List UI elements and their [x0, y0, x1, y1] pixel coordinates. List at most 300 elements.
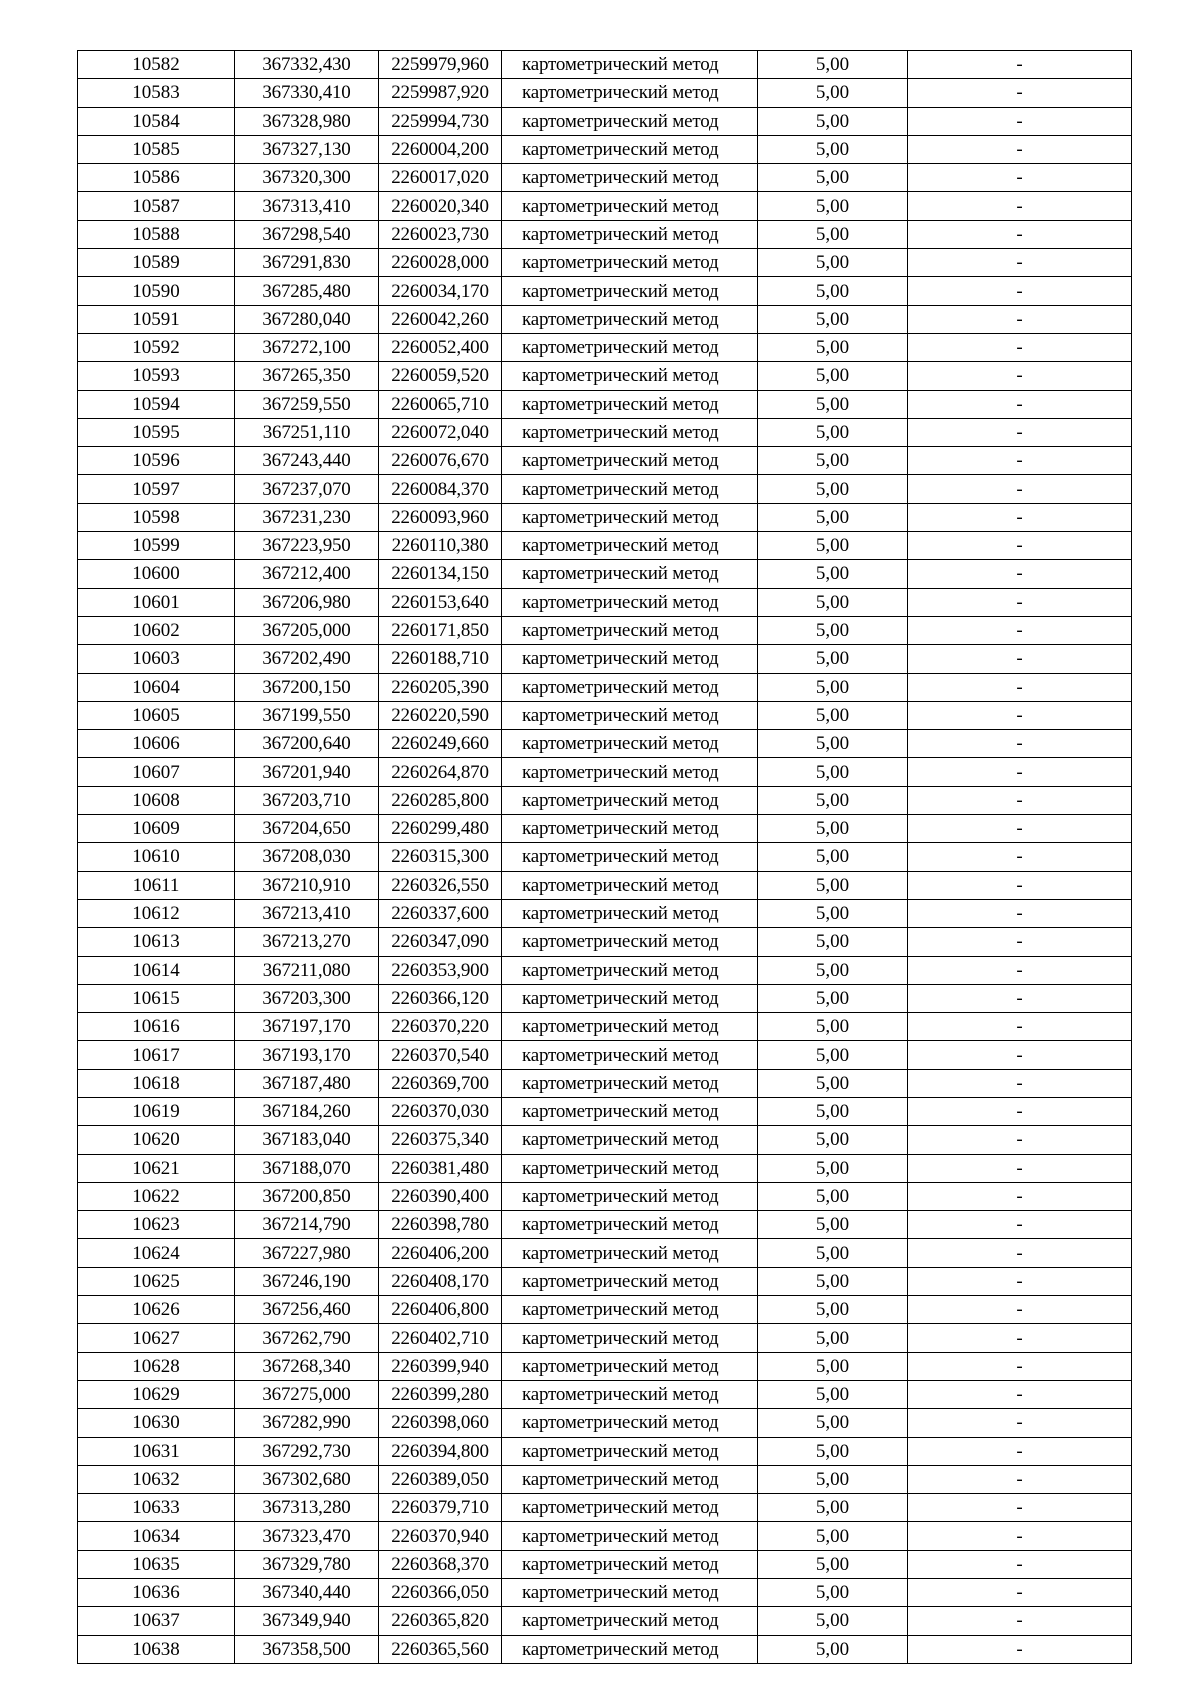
y-coordinate-cell: 2260042,260: [379, 305, 502, 333]
table-row: [78, 871, 1132, 899]
y-coordinate-cell: 2260365,560: [379, 1635, 502, 1663]
note-cell: -: [908, 1069, 1132, 1097]
y-coordinate-cell: 2260052,400: [379, 333, 502, 361]
table-row: [78, 249, 1132, 277]
x-coordinate-cell: 367327,130: [235, 135, 379, 163]
point-number-cell: 10598: [78, 503, 235, 531]
table-row: [78, 1154, 1132, 1182]
table-row: [78, 305, 1132, 333]
method-cell: картометрический метод: [502, 1324, 758, 1352]
method-cell: картометрический метод: [502, 1437, 758, 1465]
y-coordinate-cell: 2260406,800: [379, 1296, 502, 1324]
y-coordinate-cell: 2260110,380: [379, 532, 502, 560]
method-cell: картометрический метод: [502, 1013, 758, 1041]
point-number-cell: 10618: [78, 1069, 235, 1097]
x-coordinate-cell: 367213,270: [235, 928, 379, 956]
note-cell: -: [908, 475, 1132, 503]
note-cell: -: [908, 1126, 1132, 1154]
note-cell: -: [908, 673, 1132, 701]
table-row: [78, 1437, 1132, 1465]
method-cell: картометрический метод: [502, 1635, 758, 1663]
method-cell: картометрический метод: [502, 1409, 758, 1437]
note-cell: -: [908, 1182, 1132, 1210]
y-coordinate-cell: 2260368,370: [379, 1550, 502, 1578]
note-cell: -: [908, 956, 1132, 984]
y-coordinate-cell: 2260023,730: [379, 220, 502, 248]
accuracy-cell: 5,00: [758, 956, 908, 984]
table-row: [78, 333, 1132, 361]
point-number-cell: 10609: [78, 815, 235, 843]
note-cell: -: [908, 984, 1132, 1012]
method-cell: картометрический метод: [502, 362, 758, 390]
y-coordinate-cell: 2260020,340: [379, 192, 502, 220]
y-coordinate-cell: 2260370,030: [379, 1097, 502, 1125]
accuracy-cell: 5,00: [758, 843, 908, 871]
x-coordinate-cell: 367251,110: [235, 418, 379, 446]
table-row: [78, 79, 1132, 107]
point-number-cell: 10630: [78, 1409, 235, 1437]
method-cell: картометрический метод: [502, 1579, 758, 1607]
note-cell: -: [908, 1154, 1132, 1182]
method-cell: картометрический метод: [502, 107, 758, 135]
table-row: [78, 135, 1132, 163]
accuracy-cell: 5,00: [758, 1522, 908, 1550]
note-cell: -: [908, 1437, 1132, 1465]
x-coordinate-cell: 367223,950: [235, 532, 379, 560]
point-number-cell: 10615: [78, 984, 235, 1012]
y-coordinate-cell: 2260205,390: [379, 673, 502, 701]
y-coordinate-cell: 2259994,730: [379, 107, 502, 135]
method-cell: картометрический метод: [502, 1154, 758, 1182]
accuracy-cell: 5,00: [758, 616, 908, 644]
x-coordinate-cell: 367200,150: [235, 673, 379, 701]
note-cell: -: [908, 107, 1132, 135]
y-coordinate-cell: 2260370,220: [379, 1013, 502, 1041]
accuracy-cell: 5,00: [758, 928, 908, 956]
accuracy-cell: 5,00: [758, 277, 908, 305]
x-coordinate-cell: 367272,100: [235, 333, 379, 361]
x-coordinate-cell: 367184,260: [235, 1097, 379, 1125]
accuracy-cell: 5,00: [758, 475, 908, 503]
accuracy-cell: 5,00: [758, 333, 908, 361]
table-row: [78, 1607, 1132, 1635]
method-cell: картометрический метод: [502, 1522, 758, 1550]
point-number-cell: 10593: [78, 362, 235, 390]
point-number-cell: 10589: [78, 249, 235, 277]
table-row: [78, 1267, 1132, 1295]
table-row: [78, 956, 1132, 984]
accuracy-cell: 5,00: [758, 1126, 908, 1154]
table-row: [78, 786, 1132, 814]
note-cell: -: [908, 899, 1132, 927]
table-row: [78, 164, 1132, 192]
y-coordinate-cell: 2260028,000: [379, 249, 502, 277]
method-cell: картометрический метод: [502, 758, 758, 786]
y-coordinate-cell: 2260353,900: [379, 956, 502, 984]
accuracy-cell: 5,00: [758, 220, 908, 248]
note-cell: -: [908, 1296, 1132, 1324]
point-number-cell: 10587: [78, 192, 235, 220]
accuracy-cell: 5,00: [758, 418, 908, 446]
y-coordinate-cell: 2260017,020: [379, 164, 502, 192]
point-number-cell: 10629: [78, 1380, 235, 1408]
point-number-cell: 10591: [78, 305, 235, 333]
x-coordinate-cell: 367187,480: [235, 1069, 379, 1097]
method-cell: картометрический метод: [502, 701, 758, 729]
x-coordinate-cell: 367199,550: [235, 701, 379, 729]
method-cell: картометрический метод: [502, 1069, 758, 1097]
point-number-cell: 10604: [78, 673, 235, 701]
method-cell: картометрический метод: [502, 1126, 758, 1154]
accuracy-cell: 5,00: [758, 135, 908, 163]
table-row: [78, 447, 1132, 475]
y-coordinate-cell: 2260381,480: [379, 1154, 502, 1182]
point-number-cell: 10621: [78, 1154, 235, 1182]
y-coordinate-cell: 2260375,340: [379, 1126, 502, 1154]
point-number-cell: 10627: [78, 1324, 235, 1352]
point-number-cell: 10610: [78, 843, 235, 871]
method-cell: картометрический метод: [502, 1607, 758, 1635]
method-cell: картометрический метод: [502, 928, 758, 956]
x-coordinate-cell: 367259,550: [235, 390, 379, 418]
y-coordinate-cell: 2260370,540: [379, 1041, 502, 1069]
note-cell: -: [908, 1550, 1132, 1578]
note-cell: -: [908, 843, 1132, 871]
accuracy-cell: 5,00: [758, 1607, 908, 1635]
point-number-cell: 10631: [78, 1437, 235, 1465]
table-row: [78, 899, 1132, 927]
point-number-cell: 10624: [78, 1239, 235, 1267]
accuracy-cell: 5,00: [758, 588, 908, 616]
y-coordinate-cell: 2260390,400: [379, 1182, 502, 1210]
x-coordinate-cell: 367200,850: [235, 1182, 379, 1210]
x-coordinate-cell: 367202,490: [235, 645, 379, 673]
note-cell: -: [908, 418, 1132, 446]
point-number-cell: 10586: [78, 164, 235, 192]
y-coordinate-cell: 2260220,590: [379, 701, 502, 729]
note-cell: -: [908, 588, 1132, 616]
method-cell: картометрический метод: [502, 843, 758, 871]
table-row: [78, 701, 1132, 729]
x-coordinate-cell: 367323,470: [235, 1522, 379, 1550]
y-coordinate-cell: 2260408,170: [379, 1267, 502, 1295]
x-coordinate-cell: 367291,830: [235, 249, 379, 277]
table-row: [78, 815, 1132, 843]
x-coordinate-cell: 367214,790: [235, 1211, 379, 1239]
table-row: [78, 1239, 1132, 1267]
method-cell: картометрический метод: [502, 815, 758, 843]
y-coordinate-cell: 2260093,960: [379, 503, 502, 531]
y-coordinate-cell: 2260299,480: [379, 815, 502, 843]
x-coordinate-cell: 367330,410: [235, 79, 379, 107]
accuracy-cell: 5,00: [758, 815, 908, 843]
x-coordinate-cell: 367268,340: [235, 1352, 379, 1380]
note-cell: -: [908, 1635, 1132, 1663]
accuracy-cell: 5,00: [758, 730, 908, 758]
y-coordinate-cell: 2260406,200: [379, 1239, 502, 1267]
x-coordinate-cell: 367193,170: [235, 1041, 379, 1069]
note-cell: -: [908, 1409, 1132, 1437]
y-coordinate-cell: 2260399,940: [379, 1352, 502, 1380]
accuracy-cell: 5,00: [758, 645, 908, 673]
x-coordinate-cell: 367358,500: [235, 1635, 379, 1663]
method-cell: картометрический метод: [502, 1550, 758, 1578]
point-number-cell: 10635: [78, 1550, 235, 1578]
method-cell: картометрический метод: [502, 588, 758, 616]
accuracy-cell: 5,00: [758, 447, 908, 475]
method-cell: картометрический метод: [502, 305, 758, 333]
x-coordinate-cell: 367208,030: [235, 843, 379, 871]
x-coordinate-cell: 367237,070: [235, 475, 379, 503]
x-coordinate-cell: 367292,730: [235, 1437, 379, 1465]
method-cell: картометрический метод: [502, 673, 758, 701]
note-cell: -: [908, 532, 1132, 560]
x-coordinate-cell: 367231,230: [235, 503, 379, 531]
table-row: [78, 277, 1132, 305]
table-row: [78, 390, 1132, 418]
y-coordinate-cell: 2260034,170: [379, 277, 502, 305]
y-coordinate-cell: 2260264,870: [379, 758, 502, 786]
accuracy-cell: 5,00: [758, 786, 908, 814]
table-row: [78, 1296, 1132, 1324]
note-cell: -: [908, 1607, 1132, 1635]
table-row: [78, 1465, 1132, 1493]
method-cell: картометрический метод: [502, 418, 758, 446]
point-number-cell: 10616: [78, 1013, 235, 1041]
y-coordinate-cell: 2260370,940: [379, 1522, 502, 1550]
table-row: [78, 418, 1132, 446]
point-number-cell: 10625: [78, 1267, 235, 1295]
y-coordinate-cell: 2260379,710: [379, 1494, 502, 1522]
y-coordinate-cell: 2260402,710: [379, 1324, 502, 1352]
accuracy-cell: 5,00: [758, 503, 908, 531]
point-number-cell: 10603: [78, 645, 235, 673]
note-cell: -: [908, 928, 1132, 956]
y-coordinate-cell: 2260153,640: [379, 588, 502, 616]
x-coordinate-cell: 367246,190: [235, 1267, 379, 1295]
y-coordinate-cell: 2260171,850: [379, 616, 502, 644]
table-row: [78, 51, 1132, 79]
note-cell: -: [908, 1239, 1132, 1267]
method-cell: картометрический метод: [502, 730, 758, 758]
note-cell: -: [908, 192, 1132, 220]
accuracy-cell: 5,00: [758, 984, 908, 1012]
point-number-cell: 10608: [78, 786, 235, 814]
x-coordinate-cell: 367265,350: [235, 362, 379, 390]
note-cell: -: [908, 390, 1132, 418]
table-row: [78, 1635, 1132, 1663]
point-number-cell: 10597: [78, 475, 235, 503]
point-number-cell: 10594: [78, 390, 235, 418]
table-row: [78, 1097, 1132, 1125]
table-row: [78, 1579, 1132, 1607]
point-number-cell: 10605: [78, 701, 235, 729]
note-cell: -: [908, 560, 1132, 588]
y-coordinate-cell: 2260084,370: [379, 475, 502, 503]
accuracy-cell: 5,00: [758, 871, 908, 899]
table-row: [78, 588, 1132, 616]
y-coordinate-cell: 2260326,550: [379, 871, 502, 899]
accuracy-cell: 5,00: [758, 1013, 908, 1041]
point-number-cell: 10600: [78, 560, 235, 588]
accuracy-cell: 5,00: [758, 1154, 908, 1182]
table-row: [78, 928, 1132, 956]
note-cell: -: [908, 1211, 1132, 1239]
x-coordinate-cell: 367302,680: [235, 1465, 379, 1493]
point-number-cell: 10622: [78, 1182, 235, 1210]
point-number-cell: 10592: [78, 333, 235, 361]
method-cell: картометрический метод: [502, 786, 758, 814]
accuracy-cell: 5,00: [758, 1494, 908, 1522]
note-cell: -: [908, 503, 1132, 531]
x-coordinate-cell: 367205,000: [235, 616, 379, 644]
point-number-cell: 10585: [78, 135, 235, 163]
accuracy-cell: 5,00: [758, 899, 908, 927]
table-row: [78, 532, 1132, 560]
accuracy-cell: 5,00: [758, 192, 908, 220]
note-cell: -: [908, 1013, 1132, 1041]
y-coordinate-cell: 2259987,920: [379, 79, 502, 107]
accuracy-cell: 5,00: [758, 390, 908, 418]
note-cell: -: [908, 871, 1132, 899]
method-cell: картометрический метод: [502, 135, 758, 163]
y-coordinate-cell: 2259979,960: [379, 51, 502, 79]
note-cell: -: [908, 1522, 1132, 1550]
point-number-cell: 10607: [78, 758, 235, 786]
y-coordinate-cell: 2260389,050: [379, 1465, 502, 1493]
table-row: [78, 1550, 1132, 1578]
x-coordinate-cell: 367212,400: [235, 560, 379, 588]
table-row: [78, 1126, 1132, 1154]
note-cell: -: [908, 1324, 1132, 1352]
accuracy-cell: 5,00: [758, 1182, 908, 1210]
method-cell: картометрический метод: [502, 899, 758, 927]
x-coordinate-cell: 367213,410: [235, 899, 379, 927]
point-number-cell: 10611: [78, 871, 235, 899]
table-row: [78, 645, 1132, 673]
table-row: [78, 192, 1132, 220]
accuracy-cell: 5,00: [758, 305, 908, 333]
point-number-cell: 10623: [78, 1211, 235, 1239]
method-cell: картометрический метод: [502, 277, 758, 305]
method-cell: картометрический метод: [502, 220, 758, 248]
point-number-cell: 10638: [78, 1635, 235, 1663]
table-row: [78, 220, 1132, 248]
point-number-cell: 10617: [78, 1041, 235, 1069]
x-coordinate-cell: 367328,980: [235, 107, 379, 135]
y-coordinate-cell: 2260315,300: [379, 843, 502, 871]
method-cell: картометрический метод: [502, 390, 758, 418]
method-cell: картометрический метод: [502, 447, 758, 475]
y-coordinate-cell: 2260366,120: [379, 984, 502, 1012]
accuracy-cell: 5,00: [758, 1069, 908, 1097]
table-row: [78, 758, 1132, 786]
table-row: [78, 1041, 1132, 1069]
accuracy-cell: 5,00: [758, 1437, 908, 1465]
y-coordinate-cell: 2260004,200: [379, 135, 502, 163]
accuracy-cell: 5,00: [758, 1097, 908, 1125]
accuracy-cell: 5,00: [758, 1409, 908, 1437]
note-cell: -: [908, 1494, 1132, 1522]
y-coordinate-cell: 2260249,660: [379, 730, 502, 758]
y-coordinate-cell: 2260072,040: [379, 418, 502, 446]
point-number-cell: 10601: [78, 588, 235, 616]
method-cell: картометрический метод: [502, 616, 758, 644]
x-coordinate-cell: 367340,440: [235, 1579, 379, 1607]
accuracy-cell: 5,00: [758, 1352, 908, 1380]
note-cell: -: [908, 786, 1132, 814]
method-cell: картометрический метод: [502, 79, 758, 107]
note-cell: -: [908, 1041, 1132, 1069]
accuracy-cell: 5,00: [758, 1041, 908, 1069]
x-coordinate-cell: 367204,650: [235, 815, 379, 843]
method-cell: картометрический метод: [502, 956, 758, 984]
y-coordinate-cell: 2260365,820: [379, 1607, 502, 1635]
point-number-cell: 10612: [78, 899, 235, 927]
accuracy-cell: 5,00: [758, 1296, 908, 1324]
point-number-cell: 10599: [78, 532, 235, 560]
accuracy-cell: 5,00: [758, 107, 908, 135]
table-row: [78, 1380, 1132, 1408]
accuracy-cell: 5,00: [758, 249, 908, 277]
method-cell: картометрический метод: [502, 503, 758, 531]
x-coordinate-cell: 367211,080: [235, 956, 379, 984]
x-coordinate-cell: 367188,070: [235, 1154, 379, 1182]
point-number-cell: 10584: [78, 107, 235, 135]
x-coordinate-cell: 367285,480: [235, 277, 379, 305]
point-number-cell: 10595: [78, 418, 235, 446]
accuracy-cell: 5,00: [758, 1550, 908, 1578]
accuracy-cell: 5,00: [758, 532, 908, 560]
note-cell: -: [908, 51, 1132, 79]
x-coordinate-cell: 367313,410: [235, 192, 379, 220]
table-row: [78, 362, 1132, 390]
point-number-cell: 10602: [78, 616, 235, 644]
x-coordinate-cell: 367210,910: [235, 871, 379, 899]
x-coordinate-cell: 367256,460: [235, 1296, 379, 1324]
table-row: [78, 843, 1132, 871]
method-cell: картометрический метод: [502, 1211, 758, 1239]
note-cell: -: [908, 249, 1132, 277]
x-coordinate-cell: 367200,640: [235, 730, 379, 758]
y-coordinate-cell: 2260394,800: [379, 1437, 502, 1465]
x-coordinate-cell: 367349,940: [235, 1607, 379, 1635]
x-coordinate-cell: 367203,710: [235, 786, 379, 814]
method-cell: картометрический метод: [502, 249, 758, 277]
point-number-cell: 10634: [78, 1522, 235, 1550]
method-cell: картометрический метод: [502, 192, 758, 220]
note-cell: -: [908, 305, 1132, 333]
method-cell: картометрический метод: [502, 1239, 758, 1267]
accuracy-cell: 5,00: [758, 1267, 908, 1295]
note-cell: -: [908, 645, 1132, 673]
point-number-cell: 10590: [78, 277, 235, 305]
accuracy-cell: 5,00: [758, 1324, 908, 1352]
accuracy-cell: 5,00: [758, 673, 908, 701]
accuracy-cell: 5,00: [758, 758, 908, 786]
point-number-cell: 10626: [78, 1296, 235, 1324]
point-number-cell: 10620: [78, 1126, 235, 1154]
x-coordinate-cell: 367183,040: [235, 1126, 379, 1154]
x-coordinate-cell: 367313,280: [235, 1494, 379, 1522]
point-number-cell: 10606: [78, 730, 235, 758]
method-cell: картометрический метод: [502, 1267, 758, 1295]
point-number-cell: 10588: [78, 220, 235, 248]
table-row: [78, 107, 1132, 135]
note-cell: -: [908, 616, 1132, 644]
method-cell: картометрический метод: [502, 1380, 758, 1408]
y-coordinate-cell: 2260337,600: [379, 899, 502, 927]
